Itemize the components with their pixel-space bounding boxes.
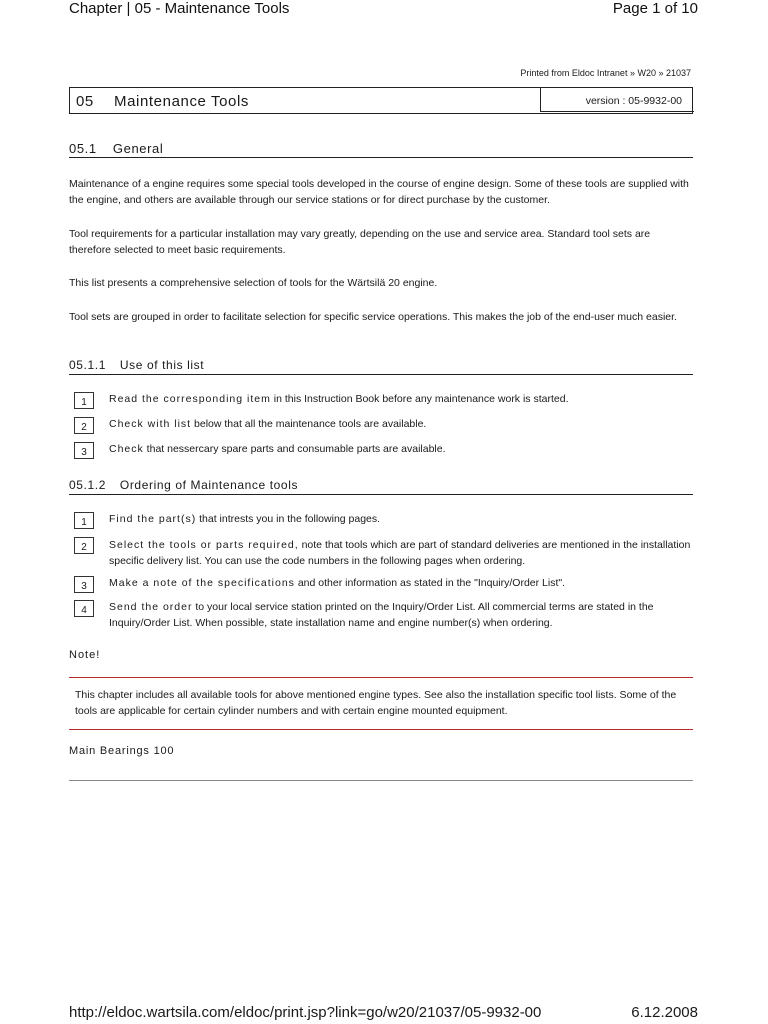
note-text: This chapter includes all available tools for above mentioned engine types. See also the installation specific tool lists. Some of the tools are applicable for certain cylinder numbers and with certain engine mounted equipment. [75, 689, 677, 717]
section-general-heading [69, 141, 163, 156]
use-step-3 [109, 441, 699, 457]
step-text: to your local service station printed on the Inquiry/Order List. All commercial terms are stated in the Inquiry/Order List. When possible, state installation name and engine number(s) when ordering. [109, 601, 654, 629]
general-paragraph-3: This list presents a comprehensive selection of tools for the Wärtsilä 20 engine. [69, 277, 438, 289]
step-text: that intrests you in the following pages. [196, 513, 381, 525]
step-number-box: 1 [74, 512, 94, 529]
step-text: note that tools which are part of standard deliveries are mentioned in the installation specific delivery list. You can use the code numbers in the following pages when ordering. [109, 539, 691, 567]
use-step-2 [109, 416, 699, 432]
general-paragraph-1: Maintenance of a engine requires some special tools developed in the course of engine design. Some of these tools are supplied with the engine, and others are available through our service stations or for direct purchase by the customer. [69, 178, 689, 206]
general-paragraph-2: Tool requirements for a particular installation may vary greatly, depending on the use and service area. Standard tool sets are therefore selected to meet basic requirements. [69, 228, 651, 256]
step-lead: Select the tools or parts required, [109, 539, 299, 551]
section-order-heading [69, 478, 298, 492]
step-number-box: 2 [74, 417, 94, 434]
title-box [69, 87, 693, 114]
order-step-2 [109, 537, 699, 569]
version-label: version : 05-9932-00 [585, 95, 682, 107]
section-divider [69, 780, 693, 781]
step-number-box: 3 [74, 442, 94, 459]
note-bottom-rule [69, 729, 693, 730]
step-number-box: 3 [74, 576, 94, 593]
step-text: below that all the maintenance tools are available. [191, 418, 427, 430]
step-text: that nessercary spare parts and consumable parts are available. [143, 443, 446, 455]
step-lead: Check [109, 443, 144, 455]
step-lead: Check with list [109, 418, 192, 430]
section-rule [69, 494, 693, 495]
step-number-box: 4 [74, 600, 94, 617]
step-number-box: 2 [74, 537, 94, 554]
section-rule [69, 157, 693, 158]
footer-url[interactable]: http://eldoc.wartsila.com/eldoc/print.jsp?link=go/w20/21037/05-9932-00 [69, 1004, 542, 1021]
step-lead: Send the order [109, 601, 193, 613]
section-order-number: 05.1.2 [69, 478, 106, 492]
order-step-4 [109, 599, 699, 631]
section-use-number: 05.1.1 [69, 358, 106, 372]
chapter-header: Chapter | 05 - Maintenance Tools [69, 0, 290, 17]
section-general-number: 05.1 [69, 141, 97, 156]
footer-date: 6.12.2008 [631, 1004, 698, 1021]
step-lead: Make a note of the specifications [109, 577, 295, 589]
step-lead: Read the corresponding item [109, 393, 271, 405]
section-order-title: Ordering of Maintenance tools [119, 478, 299, 492]
chapter-number: 05 [76, 93, 94, 110]
section-rule [69, 374, 693, 375]
use-step-1 [109, 391, 699, 407]
section-use-heading [69, 358, 204, 372]
step-text: in this Instruction Book before any maintenance work is started. [270, 393, 569, 405]
printed-from: Printed from Eldoc Intranet » W20 » 21037 [520, 68, 691, 78]
main-bearings-heading: Main Bearings 100 [69, 745, 175, 757]
page-number: Page 1 of 10 [612, 0, 698, 17]
section-use-title: Use of this list [119, 358, 205, 372]
step-text: and other information as stated in the "Inquiry/Order List". [294, 577, 566, 589]
step-lead: Find the part(s) [109, 513, 197, 525]
page-title: Maintenance Tools [114, 93, 250, 110]
step-number-box: 1 [74, 392, 94, 409]
note-top-rule [69, 677, 693, 678]
general-paragraph-4: Tool sets are grouped in order to facilitate selection for specific service operations. This makes the job of the end-user much easier. [69, 311, 677, 323]
order-step-1 [109, 511, 699, 527]
note-label: Note! [69, 649, 101, 661]
section-general-title: General [112, 141, 164, 156]
order-step-3 [109, 575, 699, 591]
